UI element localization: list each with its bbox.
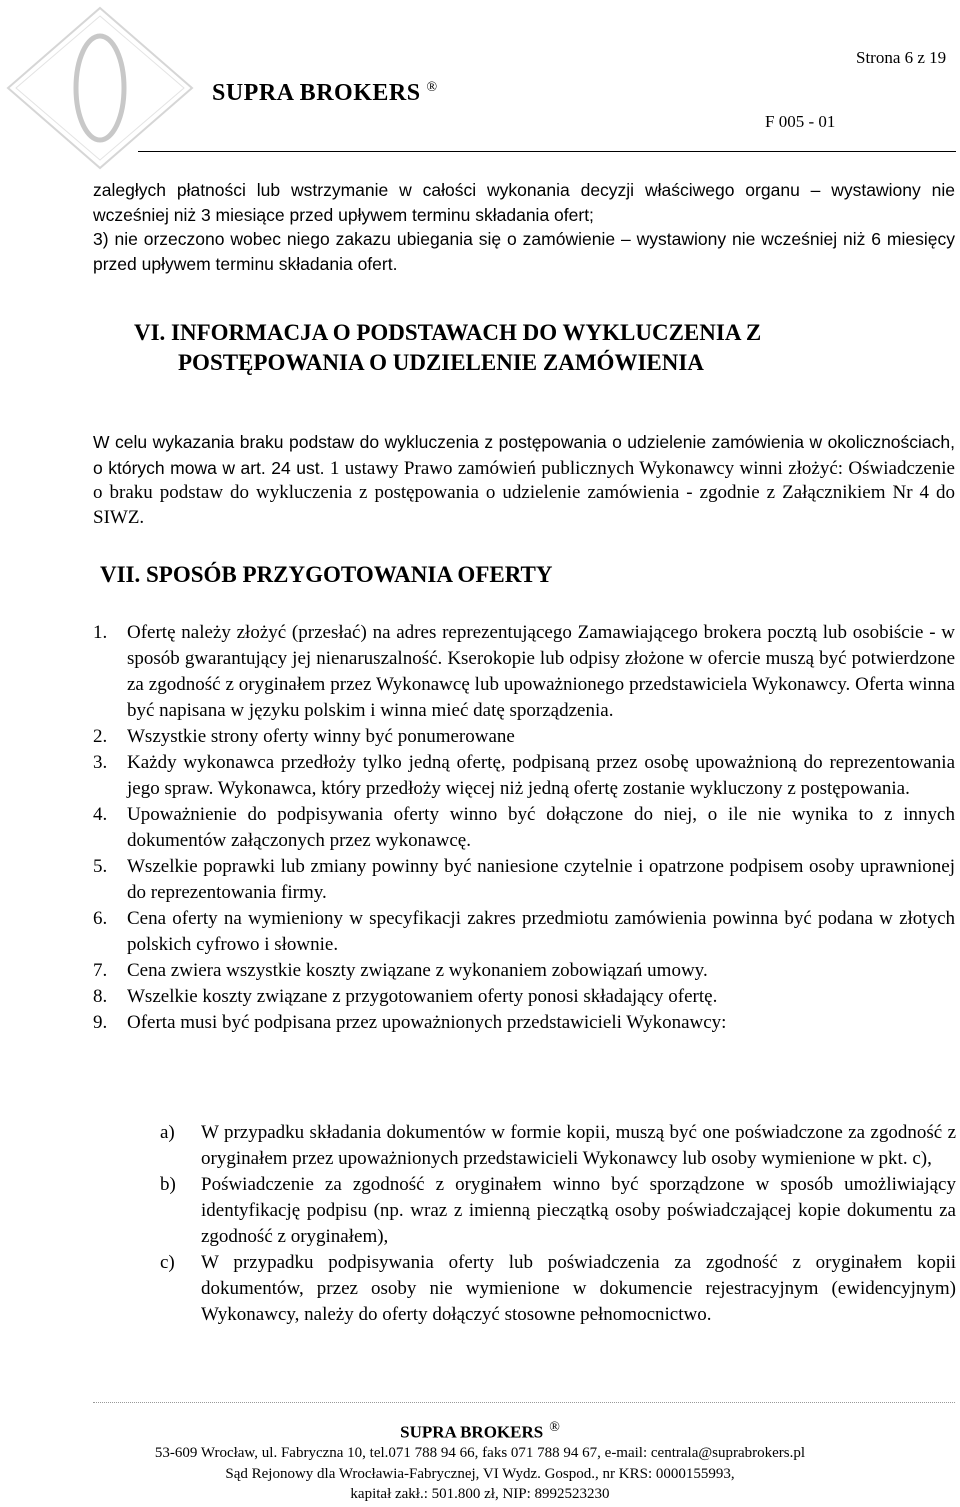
registered-mark: ® xyxy=(426,80,438,95)
list-item: 2. Wszystkie strony oferty winny być ponumerowane xyxy=(93,726,515,747)
section-7-heading: VII. SPOSÓB PRZYGOTOWANIA OFERTY xyxy=(100,562,553,587)
header-divider xyxy=(138,151,956,152)
list-item: 3. Każdy wykonawca przedłoży tylko jedną ofertę, podpisaną przez osobę upoważnioną do reprezentowania jego spraw. Wykonawca, który przedłoży więcej niż jedną ofertę zostanie wykluczony z postępowania. xyxy=(93,752,955,799)
list-item: 5. Wszelkie poprawki lub zmiany powinny być naniesione czytelnie i opatrzone podpisem osoby uprawnionej do reprezentowania firmy. xyxy=(93,856,955,903)
company-logo xyxy=(4,4,196,172)
footer-address: 53-609 Wrocław, ul. Fabryczna 10, tel.071 788 94 66, faks 071 788 94 67, e-mail: centrala@suprabrokers.pl xyxy=(154,1445,806,1461)
offer-list xyxy=(93,620,955,1036)
list-item: 1. Ofertę należy złożyć (przesłać) na adres reprezentującego Zamawiającego brokera pocztą lub osobiście - w sposób gwarantujący jej nienaruszalność. Kserokopie lub odpisy złożone w ofercie muszą być potwierdzone za zgodność z oryginałem przez Wykonawcę lub upoważnionego przedstawiciela Wykonawcy. Oferta winna być napisana w języku polskim i winna mieć datę sporządzenia. xyxy=(93,622,955,721)
signature-sublist xyxy=(160,1120,956,1328)
intro-paragraph: zaległych płatności lub wstrzymanie w całości wykonania decyzji właściwego organu – wystawiony nie wcześniej niż 3 miesiące przed upływem terminu składania ofert; 3) nie orzeczono wobec niego zakazu ubiegania się o zamówienie – wystawiony nie wcześniej niż 6 miesięcy przed upływem terminu składania ofert. xyxy=(93,180,955,274)
footer-brand: SUPRA BROKERS ® xyxy=(400,1420,560,1442)
footer-capital: kapitał zakł.: 501.800 zł, NIP: 8992523230 xyxy=(350,1486,610,1502)
sublist-item: b) Poświadczenie za zgodność z oryginałem winno być sporządzone w sposób umożliwiający identyfikację podpisu (np. wraz z imienną pieczątką osoby poświadczającej kopie dokumentu za zgodność z oryginałem), xyxy=(160,1174,956,1247)
sublist-item: c) W przypadku podpisywania oferty lub poświadczenia za zgodność z oryginałem kopii dokumentów, przez osoby nie wymienione w dokumencie rejestracyjnym (ewidencyjnym) Wykonawcy, należy do oferty dołączyć stosowne pełnomocnictwo. xyxy=(160,1252,956,1325)
footer-registered-mark: ® xyxy=(549,1420,560,1435)
list-item: 6. Cena oferty na wymieniony w specyfikacji zakres przedmiotu zamówienia powinna być podana w złotych polskich cyfrowo i słownie. xyxy=(93,908,955,955)
sublist-item: a) W przypadku składania dokumentów w formie kopii, muszą być one poświadczone za zgodność z oryginałem przez upoważnionych przedstawicieli Wykonawcy lub osoby wymienione w pkt. c), xyxy=(160,1122,956,1169)
page-number: Strona 6 z 19 xyxy=(856,48,947,67)
list-item: 9. Oferta musi być podpisana przez upoważnionych przedstawicieli Wykonawcy: xyxy=(93,1012,727,1033)
form-code: F 005 - 01 xyxy=(765,112,836,131)
section-6-heading: VI. INFORMACJA O PODSTAWACH DO WYKLUCZENIA Z POSTĘPOWANIA O UDZIELENIE ZAMÓWIENIA xyxy=(134,320,762,375)
list-item: 8. Wszelkie koszty związane z przygotowaniem oferty ponosi składający ofertę. xyxy=(93,986,718,1007)
brand-name: SUPRA BROKERS ® xyxy=(212,80,438,106)
footer-divider xyxy=(93,1402,955,1403)
footer-registry: Sąd Rejonowy dla Wrocławia-Fabrycznej, VI Wydz. Gospod., nr KRS: 0000155993, xyxy=(225,1466,735,1482)
section-6-paragraph: W celu wykazania braku podstaw do wykluczenia z postępowania o udzielenie zamówienia w okolicznościach, o których mowa w art. 24 ust. 1 ustawy Prawo zamówień publicznych Wykonawcy winni złożyć: Oświadczenie o braku podstaw do wykluczenia z postępowania o udzielenie zamówienia - zgodnie z Załącznikiem Nr 4 do SIWZ. xyxy=(93,432,955,528)
list-item: 7. Cena zwiera wszystkie koszty związane z wykonaniem zobowiązań umowy. xyxy=(93,960,708,981)
list-item: 4. Upoważnienie do podpisywania oferty winno być dołączone do niej, o ile nie wynika to z innych dokumentów załączonych przez wykonawcę. xyxy=(93,804,955,851)
